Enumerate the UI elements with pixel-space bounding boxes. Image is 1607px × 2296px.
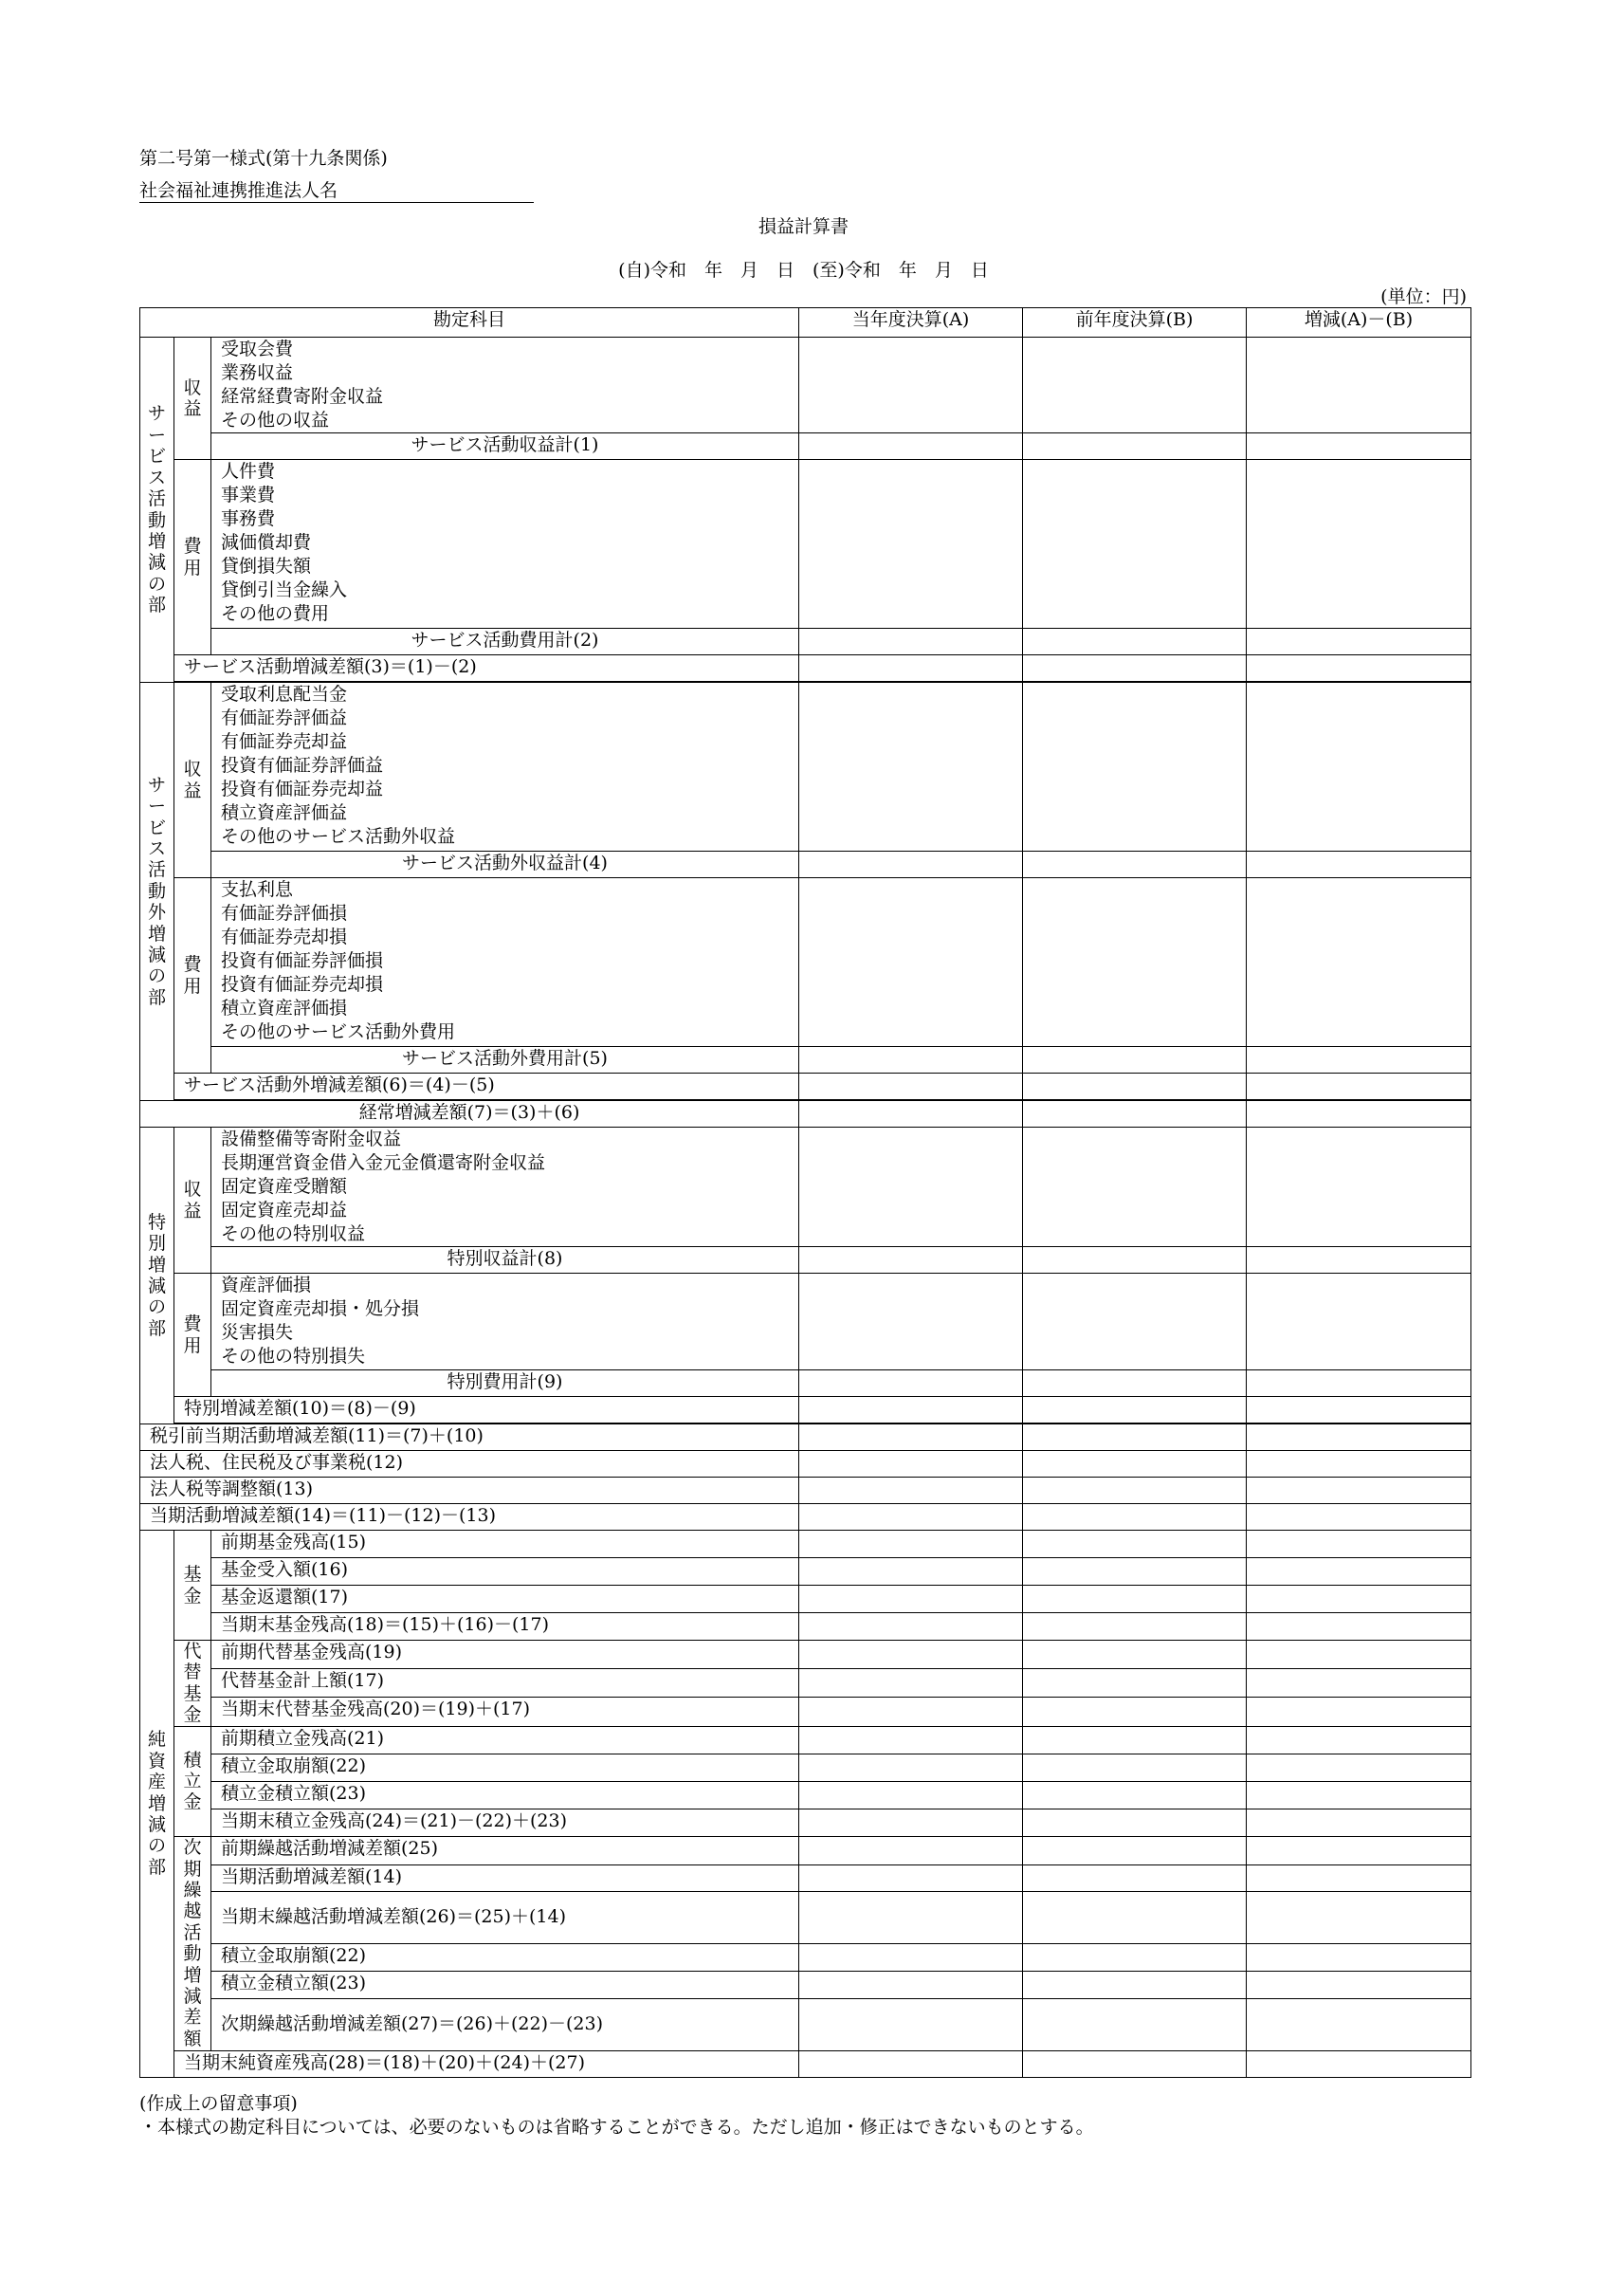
nonservice-rev-total: サービス活動外収益計(4) [211,852,799,878]
amount-cell[interactable] [1247,629,1471,655]
col-item: 勘定科目 [140,308,799,338]
corp-name-field[interactable] [139,202,534,203]
amount-cell[interactable] [1247,338,1471,433]
amount-cell[interactable] [799,1558,1023,1586]
list-item: 前期繰越活動増減差額(25) [211,1836,799,1864]
income-taxes: 法人税、住民税及び事業税(12) [140,1451,799,1478]
nonservice-rev-label: 収益 [174,683,211,878]
ordinary-diff: 経常増減差額(7)＝(3)＋(6) [140,1101,799,1128]
list-item: 代替基金計上額(17) [211,1669,799,1698]
table-row [140,1531,1471,1558]
amount-cell[interactable] [799,1101,1023,1128]
net-assets-section-label: 純資産増減の部 [140,1531,174,2078]
list-item: 基金受入額(16) [211,1558,799,1586]
list-item: 当期末繰越活動増減差額(26)＝(25)＋(14) [211,1891,799,1943]
amount-cell[interactable] [1023,460,1247,629]
col-diff: 増減(A)－(B) [1247,308,1471,338]
list-item: 前期代替基金残高(19) [211,1641,799,1669]
service-section-label: サービス活動増減の部 [140,338,174,683]
amount-cell[interactable] [1023,1370,1247,1397]
special-exp-total: 特別費用計(9) [211,1370,799,1397]
amount-cell[interactable] [799,1613,1023,1641]
list-item: 基金返還額(17) [211,1586,799,1613]
amount-cell[interactable] [799,1504,1023,1531]
table-row [140,1424,1471,1451]
special-exp-items [140,1274,1471,1370]
service-rev-label: 収益 [174,338,211,460]
page-title: 損益計算書 [758,216,849,237]
notes [139,2092,1094,2140]
amount-cell[interactable] [1247,2050,1471,2077]
amount-cell[interactable] [799,1274,1023,1370]
amount-cell[interactable] [799,1809,1023,1836]
amount-cell[interactable] [1247,1047,1471,1074]
amount-cell[interactable] [1023,1504,1247,1531]
amount-cell[interactable] [1023,878,1247,1047]
amount-cell[interactable] [1247,1943,1471,1971]
amount-cell[interactable] [1247,683,1471,852]
amount-cell[interactable] [1023,1809,1247,1836]
list-item: 積立金積立額(23) [211,1781,799,1809]
nonservice-exp-label: 費用 [174,878,211,1074]
amount-cell[interactable] [1023,1274,1247,1370]
amount-cell[interactable] [799,338,1023,433]
table-row [140,433,1471,460]
special-section-label: 特別増減の部 [140,1128,174,1424]
amount-cell[interactable] [1247,1074,1471,1100]
table-row [140,1809,1471,1836]
amount-cell[interactable] [799,1998,1023,2050]
amount-cell[interactable] [1023,1698,1247,1726]
amount-cell[interactable] [1023,433,1247,460]
amount-cell[interactable] [1247,1504,1471,1531]
table-row [140,1047,1471,1074]
table-row [140,629,1471,655]
amount-cell[interactable] [1023,1943,1247,1971]
amount-cell[interactable] [799,655,1023,682]
amount-cell[interactable] [799,1864,1023,1891]
amount-cell[interactable] [1247,1586,1471,1613]
table-row [140,1370,1471,1397]
amount-cell[interactable] [799,1781,1023,1809]
amount-cell[interactable] [799,460,1023,629]
table-row [140,1864,1471,1891]
amount-cell[interactable] [1023,1754,1247,1781]
table-row [140,1836,1471,1864]
amount-cell[interactable] [1247,1809,1471,1836]
amount-cell[interactable] [799,1247,1023,1274]
fund-label: 基金 [174,1531,211,1641]
service-exp-items [140,460,1471,629]
table-row [140,1641,1471,1669]
table-row [140,1451,1471,1478]
list-item: 資産評価損 固定資産売却損・処分損 災害損失 その他の特別損失 [211,1274,799,1370]
amount-cell[interactable] [1247,1613,1471,1641]
nonservice-exp-total: サービス活動外費用計(5) [211,1047,799,1074]
corp-name-label: 社会福祉連携推進法人名 [139,180,338,201]
nonservice-diff: サービス活動外増減差額(6)＝(4)－(5) [174,1074,799,1100]
income-statement-table [139,307,1471,2078]
amount-cell[interactable] [1023,655,1247,682]
amount-cell[interactable] [1247,1971,1471,1998]
amount-cell[interactable] [1023,629,1247,655]
notes-line: ・本様式の勘定科目については、必要のないものは省略することができる。ただし追加・修正はできないものとする。 [139,2117,1094,2138]
amount-cell[interactable] [1023,1247,1247,1274]
amount-cell[interactable] [799,1891,1023,1943]
amount-cell[interactable] [799,1531,1023,1558]
amount-cell[interactable] [1247,1424,1471,1451]
amount-cell[interactable] [1247,852,1471,878]
list-item: 前期基金残高(15) [211,1531,799,1558]
table-row [140,1726,1471,1754]
amount-cell[interactable] [1247,1397,1471,1424]
amount-cell[interactable] [799,1074,1023,1100]
amount-cell[interactable] [1023,1074,1247,1100]
amount-cell[interactable] [1247,1998,1471,2050]
amount-cell[interactable] [1023,1424,1247,1451]
amount-cell[interactable] [1023,338,1247,433]
amount-cell[interactable] [1023,1613,1247,1641]
nonservice-exp-items [140,878,1471,1047]
amount-cell[interactable] [1247,1754,1471,1781]
nonservice-section-label: サービス活動外増減の部 [140,683,174,1101]
amount-cell[interactable] [1247,1698,1471,1726]
amount-cell[interactable] [799,1370,1023,1397]
amount-cell[interactable] [799,1943,1023,1971]
amount-cell[interactable] [799,1397,1023,1424]
amount-cell[interactable] [1023,1128,1247,1247]
table-row [140,1669,1471,1698]
notes-heading: (作成上の留意事項) [139,2093,298,2114]
table-row [140,1247,1471,1274]
amount-cell[interactable] [799,1586,1023,1613]
table-row [140,1754,1471,1781]
amount-cell[interactable] [1023,1641,1247,1669]
amount-cell[interactable] [1247,1128,1471,1247]
amount-cell[interactable] [1247,1101,1471,1128]
amount-cell[interactable] [799,1424,1023,1451]
amount-cell[interactable] [1023,1586,1247,1613]
table-row [140,1558,1471,1586]
service-rev-items [140,338,1471,433]
amount-cell[interactable] [1247,1451,1471,1478]
form-number: 第二号第一様式(第十九条関係) [139,148,388,169]
amount-cell[interactable] [1247,1531,1471,1558]
amount-cell[interactable] [1247,460,1471,629]
special-rev-total: 特別収益計(8) [211,1247,799,1274]
list-item: 人件費 事業費 事務費 減価償却費 貸倒損失額 貸倒引当金繰入 その他の費用 [211,460,799,629]
table-row [140,1943,1471,1971]
table-row [140,2050,1471,2077]
service-diff: サービス活動増減差額(3)＝(1)－(2) [174,655,799,682]
special-rev-label: 収益 [174,1128,211,1274]
amount-cell[interactable] [1247,1726,1471,1754]
amount-cell[interactable] [799,1641,1023,1669]
list-item: 受取利息配当金 有価証券評価益 有価証券売却益 投資有価証券評価益 投資有価証券売却益 積立資産評価益 その他のサービス活動外収益 [211,683,799,852]
table-row [140,1891,1471,1943]
amount-cell[interactable] [1247,1641,1471,1669]
list-item: 設備整備等寄附金収益 長期運営資金借入金元金償還寄附金収益 固定資産受贈額 固定資産売却益 その他の特別収益 [211,1128,799,1247]
alt-fund-label: 代替基金 [174,1641,211,1727]
amount-cell[interactable] [1023,1726,1247,1754]
amount-cell[interactable] [1023,1864,1247,1891]
amount-cell[interactable] [799,1669,1023,1698]
unit-label: (単位：円) [1380,286,1467,307]
amount-cell[interactable] [1023,1101,1247,1128]
amount-cell[interactable] [799,683,1023,852]
table-row [140,1698,1471,1726]
amount-cell[interactable] [1023,852,1247,878]
service-rev-total: サービス活動収益計(1) [211,433,799,460]
amount-cell[interactable] [1023,1781,1247,1809]
amount-cell[interactable] [799,1478,1023,1504]
list-item: 積立金積立額(23) [211,1971,799,1998]
list-item: 当期末基金残高(18)＝(15)＋(16)－(17) [211,1613,799,1641]
special-rev-items [140,1128,1471,1247]
col-current: 当年度決算(A) [799,308,1023,338]
amount-cell[interactable] [1247,655,1471,682]
amount-cell[interactable] [1023,1478,1247,1504]
carry-forward-label: 次期繰越活動増減差額 [174,1836,211,2050]
amount-cell[interactable] [799,1128,1023,1247]
amount-cell[interactable] [1023,1971,1247,1998]
list-item: 前期積立金残高(21) [211,1726,799,1754]
table-row [140,1781,1471,1809]
service-exp-total: サービス活動費用計(2) [211,629,799,655]
list-item: 積立金取崩額(22) [211,1754,799,1781]
amount-cell[interactable] [1247,433,1471,460]
table-row [140,852,1471,878]
amount-cell[interactable] [1023,1836,1247,1864]
amount-cell[interactable] [799,433,1023,460]
table-row [140,1971,1471,1998]
amount-cell[interactable] [1023,1558,1247,1586]
amount-cell[interactable] [1247,1558,1471,1586]
amount-cell[interactable] [799,1971,1023,1998]
list-item: 支払利息 有価証券評価損 有価証券売却損 投資有価証券評価損 投資有価証券売却損 積立資産評価損 その他のサービス活動外費用 [211,878,799,1047]
amount-cell[interactable] [1247,1781,1471,1809]
amount-cell[interactable] [1023,1998,1247,2050]
amount-cell[interactable] [1023,1891,1247,1943]
table-row [140,1478,1471,1504]
list-item: 次期繰越活動増減差額(27)＝(26)＋(22)－(23) [211,1998,799,2050]
amount-cell[interactable] [1023,1451,1247,1478]
table-row [140,1101,1471,1128]
table-row [140,1074,1471,1100]
amount-cell[interactable] [799,1451,1023,1478]
amount-cell[interactable] [799,629,1023,655]
table-row [140,1998,1471,2050]
list-item: 当期活動増減差額(14) [211,1864,799,1891]
amount-cell[interactable] [799,1726,1023,1754]
amount-cell[interactable] [799,2050,1023,2077]
nonservice-rev-items [140,683,1471,852]
amount-cell[interactable] [1247,1247,1471,1274]
header-row [140,308,1471,338]
amount-cell[interactable] [799,1698,1023,1726]
amount-cell[interactable] [799,1754,1023,1781]
list-item: 当期末代替基金残高(20)＝(19)＋(17) [211,1698,799,1726]
table-row [140,1613,1471,1641]
table-row [140,1504,1471,1531]
current-activity-diff: 当期活動増減差額(14)＝(11)－(12)－(13) [140,1504,799,1531]
amount-cell[interactable] [799,1047,1023,1074]
amount-cell[interactable] [1023,1047,1247,1074]
pretax-diff: 税引前当期活動増減差額(11)＝(7)＋(10) [140,1424,799,1451]
table-row [140,1586,1471,1613]
reserve-label: 積立金 [174,1726,211,1836]
period: (自)令和 年 月 日 (至)令和 年 月 日 [618,260,989,281]
amount-cell[interactable] [1247,1864,1471,1891]
col-prior: 前年度決算(B) [1023,308,1247,338]
special-exp-label: 費用 [174,1274,211,1397]
list-item: 当期末積立金残高(24)＝(21)－(22)＋(23) [211,1809,799,1836]
tax-adjustment: 法人税等調整額(13) [140,1478,799,1504]
amount-cell[interactable] [1023,1531,1247,1558]
amount-cell[interactable] [799,1836,1023,1864]
amount-cell[interactable] [1247,1370,1471,1397]
amount-cell[interactable] [1247,1836,1471,1864]
amount-cell[interactable] [1023,2050,1247,2077]
amount-cell[interactable] [1023,1669,1247,1698]
amount-cell[interactable] [799,852,1023,878]
amount-cell[interactable] [1247,1891,1471,1943]
amount-cell[interactable] [1247,1274,1471,1370]
amount-cell[interactable] [799,878,1023,1047]
amount-cell[interactable] [1023,683,1247,852]
table-row [140,1397,1471,1424]
end-net-assets: 当期末純資産残高(28)＝(18)＋(20)＋(24)＋(27) [174,2050,799,2077]
table-row [140,655,1471,682]
amount-cell[interactable] [1247,1478,1471,1504]
special-diff: 特別増減差額(10)＝(8)－(9) [174,1397,799,1424]
list-item: 積立金取崩額(22) [211,1943,799,1971]
list-item: 受取会費 業務収益 経常経費寄附金収益 その他の収益 [211,338,799,433]
amount-cell[interactable] [1247,1669,1471,1698]
amount-cell[interactable] [1023,1397,1247,1424]
amount-cell[interactable] [1247,878,1471,1047]
service-exp-label: 費用 [174,460,211,655]
